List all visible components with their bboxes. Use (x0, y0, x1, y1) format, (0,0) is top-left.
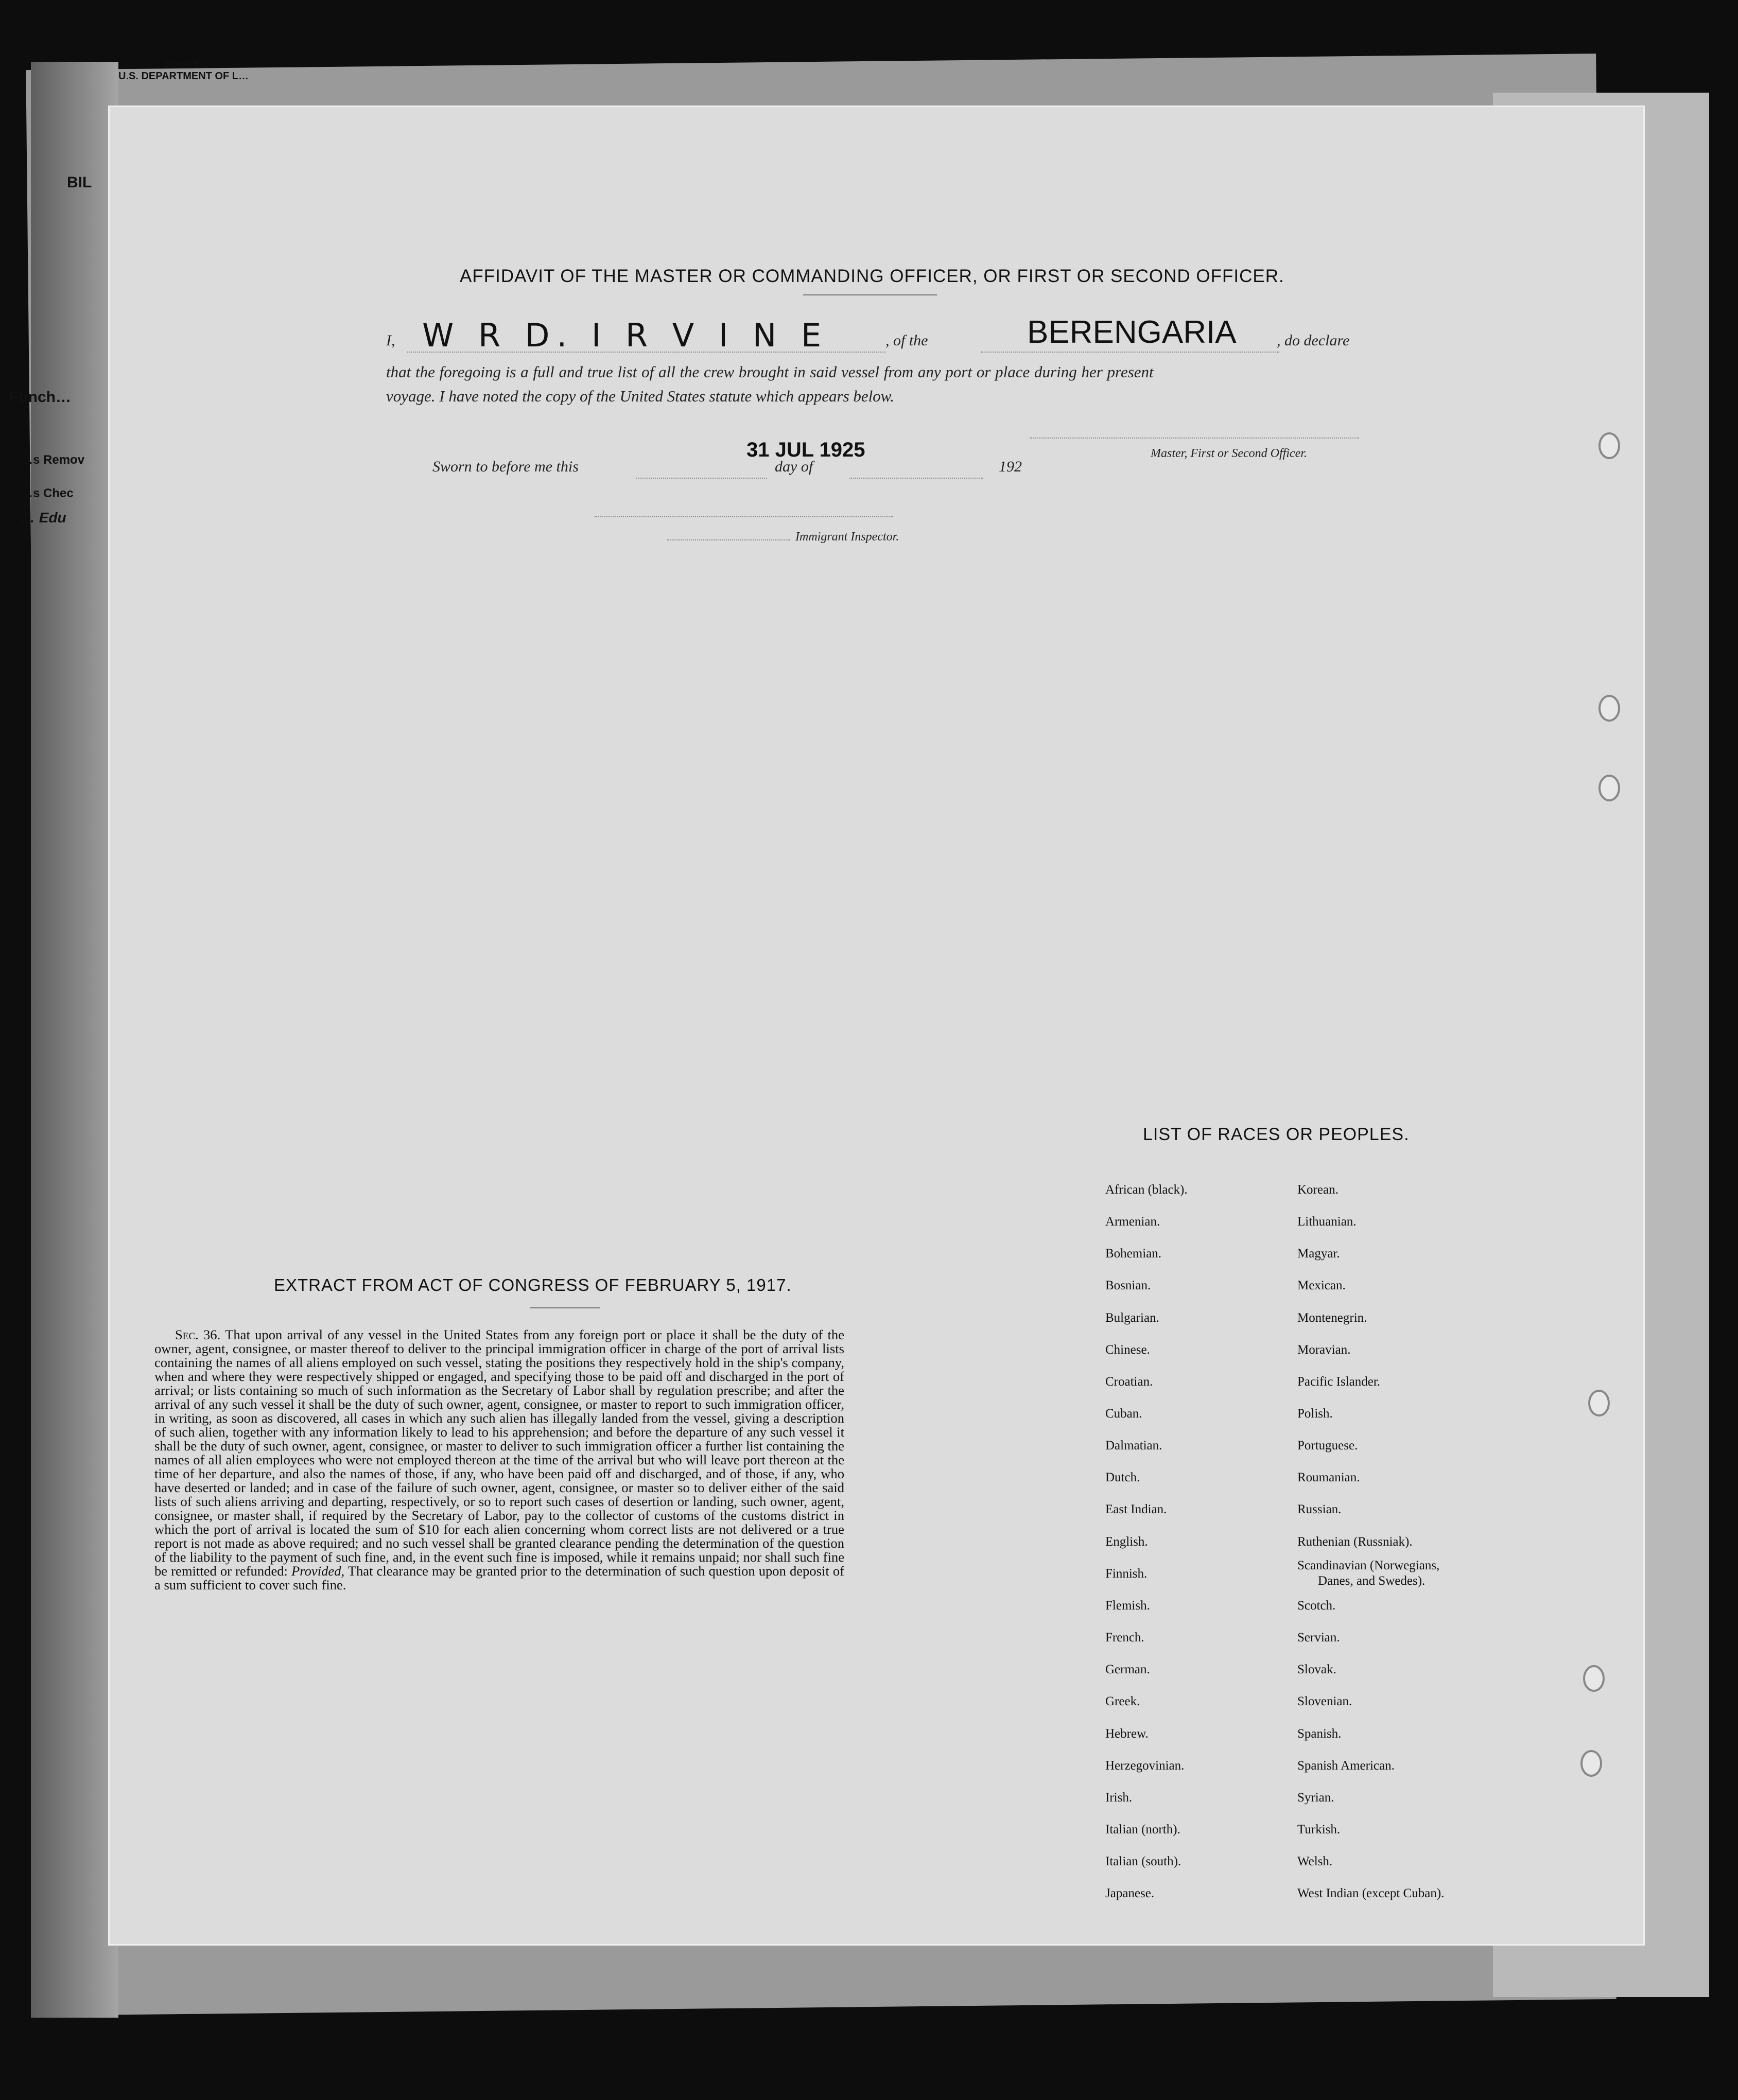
races-title: LIST OF RACES OR PEOPLES. (1143, 1125, 1410, 1144)
race-item: Mexican. (1297, 1279, 1346, 1292)
race-item: Irish. (1105, 1791, 1133, 1805)
affidavit-title: AFFIDAVIT OF THE MASTER OR COMMANDING OFFICER, OR FIRST OR SECOND OFFICER. (460, 266, 1284, 286)
left-form-strip (31, 62, 118, 2018)
punch-hole (1583, 1665, 1605, 1692)
extract-body (154, 1328, 844, 1592)
vessel-line (981, 352, 1279, 353)
sworn-text: Sworn to before me this (432, 458, 579, 475)
extract-tail: That clearance may be granted prior to the determination of such question upon deposit of a sum sufficient to cover such fine. (154, 1563, 844, 1592)
inspector-line-upper (595, 516, 893, 517)
race-item: Bosnian. (1105, 1279, 1151, 1292)
race-item: Polish. (1297, 1407, 1333, 1421)
officer-name: W R D. I R V I N E (422, 317, 829, 354)
race-item: Spanish American. (1297, 1759, 1395, 1773)
race-item: Turkish. (1297, 1823, 1341, 1836)
race-item: English. (1105, 1535, 1148, 1549)
race-item: Japanese. (1105, 1886, 1155, 1900)
vessel-name: BERENGARIA (1027, 314, 1237, 350)
master-line (1030, 437, 1359, 439)
section-label: Sec. 36. (175, 1327, 221, 1342)
race-item: Slovenian. (1297, 1694, 1352, 1708)
race-item: Spanish. (1297, 1727, 1342, 1741)
race-item: Chinese. (1105, 1343, 1150, 1357)
race-item: Armenian. (1105, 1215, 1160, 1229)
race-item: French. (1105, 1631, 1144, 1644)
race-item: Welsh. (1297, 1854, 1333, 1868)
race-item: Ruthenian (Russniak). (1297, 1535, 1413, 1549)
race-item: West Indian (except Cuban). (1297, 1886, 1445, 1900)
affidavit-line-3: voyage. I have noted the copy of the United States statute which appears below. (386, 387, 894, 405)
race-item: Scotch. (1297, 1599, 1336, 1613)
inspector-label: Immigrant Inspector. (795, 530, 899, 544)
extract-text: That upon arrival of any vessel in the United States from any foreign port or place it shall be the duty of the owner, agent, consignee, or master thereof to deliver to the principal immigration officer in charge of the port of arrival lists containing the names of all aliens employed on such vessel, stating the positions they respectively hold in the ship's company, when and where they were respectively shipped or engaged, and specifying those to be paid off and discharged in the port of arrival; or lists containing so much of such information as the Secretary of Labor shall by regulation prescribe; and after the arrival of any such vessel it shall be the duty of such owner, agent, consignee, or master to report to such immigration officer, in writing, as soon as discovered, all cases in which any such alien has illegally landed from the vessel, giving a description of such alien, together with any information likely to lead to his apprehension; and before the departure of any such vessel it shall be the duty of such owner, agent, consignee, or master to deliver to such immigration officer a further list containing the names of all alien employees who were not employed thereon at the time of the arrival but who will leave port thereon at the time of her departure, and also the names of those, if any, who have been paid off and discharged, and of those, if any, who have deserted or landed; and in case of the failure of such owner, agent, consignee, or master so to deliver either of the said lists of such aliens arriving and departing, respectively, or so to report such cases of desertion or landing, such owner, agent, consignee, or master shall, if required by the Secretary of Labor, pay to the collector of customs of the customs district in which the port of arrival is located the sum of $10 for each alien concerning whom correct lists are not delivered or a true report is not made as above required; and no such vessel shall be granted clearance pending the determination of the question of the liability to the payment of such fine, and, in the event such fine is imposed, while it remains unpaid; nor shall such fine be remitted or refunded: (154, 1327, 845, 1579)
affidavit-page (108, 106, 1645, 1946)
race-item: Montenegrin. (1297, 1311, 1367, 1325)
day-line (849, 478, 983, 479)
affidavit-prefix: I, (386, 332, 395, 349)
affidavit-line-2: that the foregoing is a full and true list of all the crew brought in said vessel from any port or place during her present (386, 363, 1154, 381)
inspector-line (667, 539, 790, 540)
stub-fragment-4: …s Chec (21, 486, 74, 500)
race-item: Croatian. (1105, 1375, 1153, 1389)
form-number: Form 5… (165, 59, 210, 71)
race-item: Slovak. (1297, 1662, 1336, 1676)
stub-fragment-3: …s Remov (21, 453, 85, 467)
master-label: Master, First or Second Officer. (1151, 447, 1307, 460)
race-item: Servian. (1297, 1631, 1340, 1644)
corner-form-label (118, 59, 249, 82)
punch-hole (1598, 432, 1620, 459)
race-item: Bohemian. (1105, 1247, 1162, 1261)
race-item: Finnish. (1105, 1567, 1148, 1581)
stub-fragment-2: Funch… (9, 389, 71, 406)
stub-fragment-1: BIL (67, 174, 92, 191)
race-item: Italian (north). (1105, 1823, 1180, 1836)
race-item: Italian (south). (1105, 1854, 1181, 1868)
race-item: Flemish. (1105, 1599, 1150, 1613)
race-item: Moravian. (1297, 1343, 1351, 1357)
race-item: Scandinavian (Norwegians, (1297, 1559, 1440, 1572)
race-item: German. (1105, 1662, 1150, 1676)
race-item: Danes, and Swedes). (1318, 1574, 1426, 1588)
race-item: Bulgarian. (1105, 1311, 1159, 1325)
race-item: Magyar. (1297, 1247, 1340, 1261)
day-of-text: day of (775, 458, 813, 475)
race-item: Russian. (1297, 1502, 1342, 1516)
title-rule (803, 294, 937, 295)
extract-rule (530, 1307, 600, 1308)
department-label: U.S. DEPARTMENT OF L… (118, 71, 249, 82)
name-line (407, 352, 885, 353)
extract-title: EXTRACT FROM ACT OF CONGRESS OF FEBRUARY 5, 1917. (274, 1275, 792, 1294)
race-item: Dalmatian. (1105, 1439, 1162, 1452)
race-item: Syrian. (1297, 1791, 1334, 1805)
race-item: Lithuanian. (1297, 1215, 1357, 1229)
do-declare-text: , do declare (1277, 332, 1350, 349)
punch-hole (1580, 1750, 1602, 1777)
punch-hole (1598, 775, 1620, 801)
race-item: Portuguese. (1297, 1439, 1358, 1452)
race-item: East Indian. (1105, 1502, 1167, 1516)
race-item: Cuban. (1105, 1407, 1142, 1421)
race-item: African (black). (1105, 1183, 1188, 1197)
sworn-line (636, 478, 767, 479)
race-item: Hebrew. (1105, 1727, 1149, 1741)
race-item: Greek. (1105, 1694, 1140, 1708)
race-item: Pacific Islander. (1297, 1375, 1381, 1389)
race-item: Korean. (1297, 1183, 1339, 1197)
race-item: Dutch. (1105, 1471, 1140, 1484)
race-item: Herzegovinian. (1105, 1759, 1185, 1773)
date-stamp: 31 JUL 1925 (746, 439, 865, 461)
punch-hole (1598, 695, 1620, 722)
race-item: Roumanian. (1297, 1471, 1360, 1484)
of-the-text: , of the (885, 332, 928, 349)
provided-word: Provided, (291, 1563, 345, 1579)
stub-fragment-5: … Edu (21, 510, 66, 526)
year-text: 192 (999, 458, 1022, 475)
punch-hole (1588, 1390, 1610, 1416)
